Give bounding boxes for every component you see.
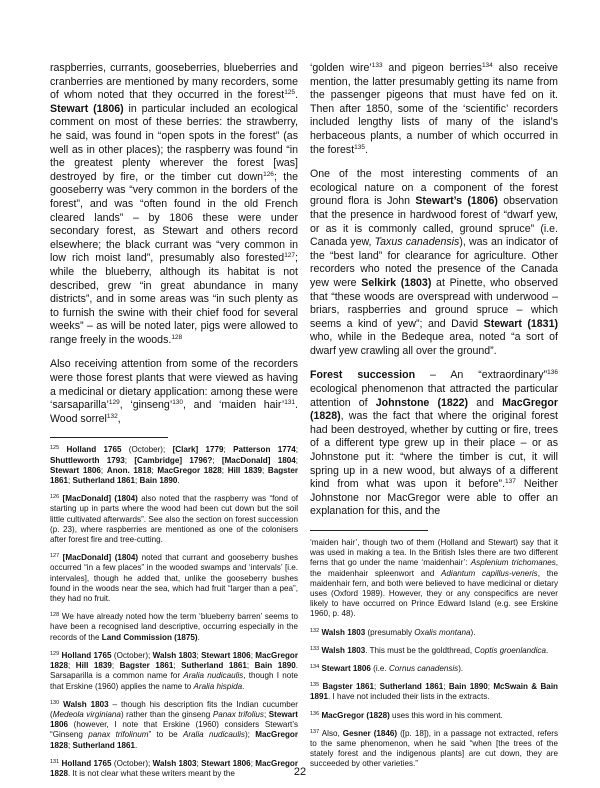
footnote: $^{129}$ Holland 1765 (October); Walsh 1803; Stewart 1806; MacGregor 1828; Hill 1839; Bagster 1861; Sutherland 1861; Bain 1890. Sarsaparilla is a common name for Aralia nudicaulis, though I note that Erskine (1960) applies the name to Aralia hispida.	[50, 650, 299, 691]
footnote: $^{136}$ MacGregor (1828) uses this word in his comment.	[310, 710, 503, 720]
right-column	[310, 62, 558, 778]
footnote: $^{134}$ Stewart 1806 (i.e. Cornus canadensis).	[310, 664, 464, 674]
footnote: $^{131}$ Holland 1765 (October); Walsh 1803; Stewart 1806; MacGregor 1828. It is not clear what these writers meant by the	[50, 758, 299, 778]
footnote: $^{125}$ Holland 1765 (October); [Clark] 1779; Patterson 1774; Shuttleworth 1793; [Cambridge] 1796?; [MacDonald] 1804; Stewart 1806; Anon. 1818; MacGregor 1828; Hill 1839; Bagster 1861; Sutherland 1861; Bain 1890.	[50, 445, 299, 486]
body-paragraph: Also receiving attention from some of the recorders were those forest plants that were viewed as having a medicinal or dietary application: among these were ‘sarsaparilla’$^{129}$, ‘ginseng’$^{130}$, and ‘maiden hair’$^{131}$. Wood sorrel$^{132}$,	[50, 358, 298, 425]
footnote: $^{132}$ Walsh 1803 (presumably Oxalis montana).	[310, 627, 476, 637]
footnote-continuation: ‘maiden hair’, though two of them (Holland and Stewart) say that it was used in making a tea. In the British Isles there are two different ferns that go under the name ‘maidenhair’: Asplenium trichomanes, the maidenhair spleenwort and Adiantum capillus-veneris, the maidenhair fern, and both were believed to have medicinal or dietary uses (Oxford 1989). However, they or any conspecifics are never likely to have occurred on Prince Edward Island (e.g. see Erskine 1960, p. 48).	[310, 538, 558, 619]
footnote-separator	[50, 437, 168, 438]
left-column	[50, 62, 298, 787]
body-paragraph: ‘golden wire’$^{133}$ and pigeon berries$^{134}$ also receive mention, the latter presumably getting its name from the passenger pigeons that must have fed on it. Then after 1850, some of the ‘scientific’ recorders included lengthy lists of many of the island’s herbaceous plants, a number of which occurred in the forest$^{135}$.	[310, 62, 559, 156]
footnote-separator	[310, 530, 428, 531]
footnote: $^{135}$ Bagster 1861; Sutherland 1861; Bain 1890; McSwain & Bain 1891. I have not included their lists in the extracts.	[310, 682, 559, 702]
footnote: $^{126}$ [MacDonald] (1804) also noted that the raspberry was “fond of starting up in parts where the wood had been cut down but the soil little cultivated afterwards”. See also the section on forest succession (p. 23), where raspberries are mentioned as one of the colonisers after forest fire and tree-cutting.	[50, 494, 298, 545]
body-paragraph: raspberries, currants, gooseberries, blueberries and cranberries are mentioned by many recorders, some of whom noted that they occurred in the forest$^{125}$. Stewart (1806) in particular included an ecological comment on most of these berries: the strawberry, he said, was found in “open spots in the forest” (as well as in other places); the raspberry was found “in the greatest plenty wherever the forest [was] destroyed by fire, or the timber cut down$^{126}$; the gooseberry was “very common in the borders of the forest”, and was “often found in the old French cleared lands” – by 1806 these were under secondary forest, as Stewart and others record elsewhere; the black currant was “very common in low rich moist land”, presumably also forested$^{127}$; while the blueberry, although its habitat is not described, grew “in great abundance in many districts”, and in some areas was “in such plenty as to furnish the swine with their chief food for several weeks” – as will be noted later, pigs were allowed to range freely in the woods.$^{128}$	[50, 62, 298, 346]
page-number: 22	[293, 766, 307, 778]
footnote: $^{133}$ Walsh 1803. This must be the goldthread, Coptis groenlandica.	[310, 645, 549, 655]
footnote: $^{127}$ [MacDonald] (1804) noted that currant and gooseberry bushes occurred “in a few places” in the wooded swamps and ‘intervals’ [i.e. intervales], though he added that, unlike the gooseberry bushes found in the woods near the sea, which had fruit “larger than a pea”, they had no fruit.	[50, 553, 298, 604]
footnote: $^{137}$ Also, Gesner (1846) ([p. 18]), in a passage not extracted, refers to the same phenomenon, when he said “when [the trees of the stately forest and the indigenous plants] are cut down, they are succeeded by other varieties.”	[310, 728, 559, 769]
body-paragraph: Forest succession – An “extraordinary”$^{136}$ ecological phenomenon that attracted the particular attention of Johnstone (1822) and MacGregor (1828), was the fact that where the original forest had been destroyed, whether by cutting or fire, trees of a different type grew up in their place – or as Johnstone put it: “where the timber is cut, it will spring up in a new wood, but always of a different kind from what was upon it before”.$^{137}$ Neither Johnstone nor MacGregor were able to offer an explanation for this, and the	[310, 369, 559, 518]
footnote: $^{130}$ Walsh 1803 – though his description fits the Indian cucumber (Medeola virginiana) rather than the ginseng Panax trifolius; Stewart 1806 (however, I note that Erskine (1960) considers Stewart’s “Ginseng panax trifolinum” to be Aralia nudicaulis); MacGregor 1828; Sutherland 1861.	[50, 699, 299, 750]
body-paragraph: One of the most interesting comments of an ecological nature on a component of the forest ground flora is John Stewart’s (1806) observation that the presence in hardwood forest of “dwarf yew, or as it is commonly called, ground spruce” (i.e. Canada yew, Taxus canadensis), was an indicator of the “best land” for clearance for agriculture. Other recorders who noted the presence of the Canada yew were Selkirk (1803) at Pinette, who observed that “these woods are overspread with underwood – briars, raspberries and ground spruce – which seems a kind of yew”; and David Stewart (1831) who, while in the Bedeque area, noted “a sort of dwarf yew crawling all over the ground”.	[310, 168, 559, 357]
footnote: $^{128}$ We have already noted how the term ‘blueberry barren’ seems to have been a recognised land descriptive, occurring especially in the records of the Land Commission (1875).	[50, 612, 298, 642]
